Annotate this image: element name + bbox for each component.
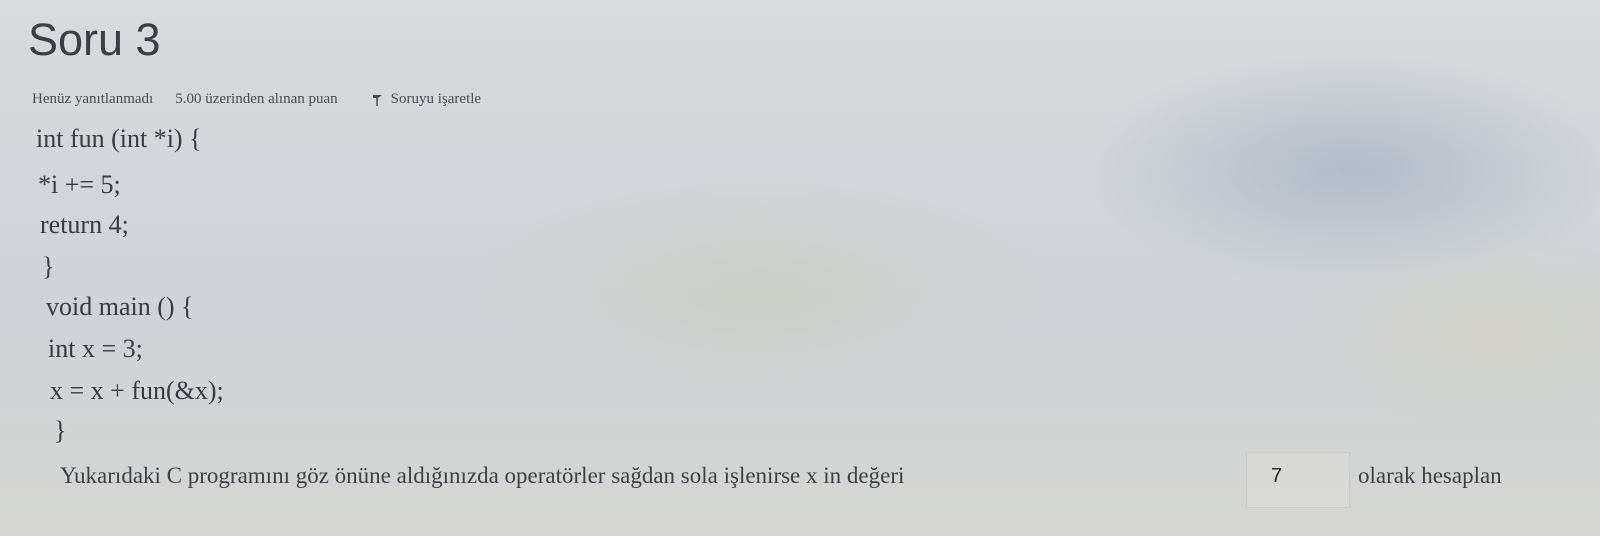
question-prompt: Yukarıdaki C programını göz önüne aldığınızda operatörler sağdan sola işlenirse x in değeri: [60, 463, 905, 488]
flag-question-label: Soruyu işaretle: [390, 91, 482, 107]
code-line: int fun (int *i) {: [36, 124, 202, 153]
question-info: [32, 91, 481, 108]
question-title: Soru 3: [28, 14, 161, 65]
code-line: x = x + fun(&x);: [50, 376, 224, 405]
code-line: void main () {: [46, 292, 194, 321]
flag-icon: [372, 94, 383, 106]
question-prompt-continuation: olarak hesaplan: [1358, 463, 1502, 488]
code-line: }: [42, 252, 55, 281]
flag-question-link[interactable]: [372, 91, 481, 108]
code-line: int x = 3;: [48, 334, 143, 363]
question-grade: 5.00 üzerinden alınan puan: [175, 91, 338, 107]
code-line: *i += 5;: [38, 170, 121, 199]
question-status: Henüz yanıtlanmadı: [32, 91, 154, 107]
code-line: return 4;: [40, 210, 129, 239]
code-line: }: [54, 416, 67, 445]
answer-input[interactable]: 7: [1246, 452, 1350, 508]
